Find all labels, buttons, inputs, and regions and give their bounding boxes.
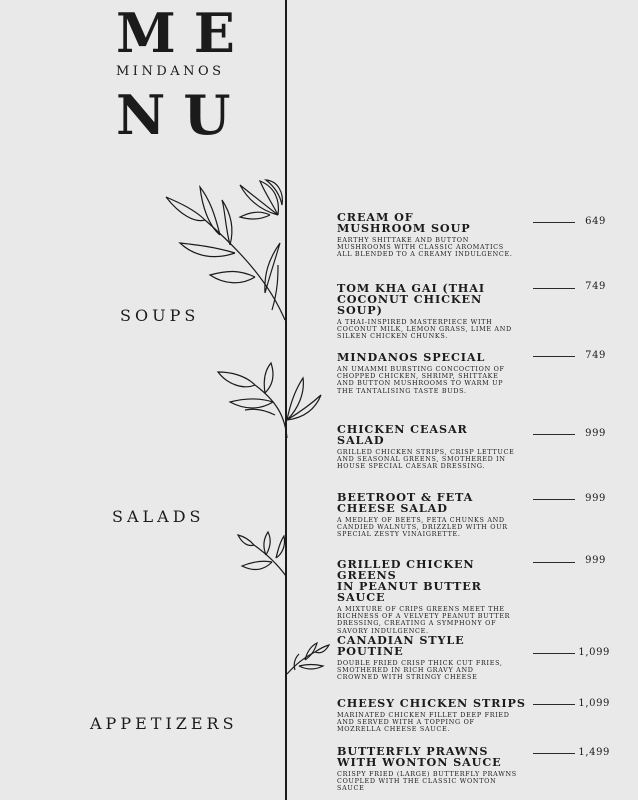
section-label-salads: SALADS <box>112 507 205 526</box>
item-name: GRILLED CHICKEN GREENS IN PEANUT BUTTER SAUCE <box>337 557 482 604</box>
menu-item <box>337 746 527 793</box>
item-price: 749 <box>585 350 606 361</box>
item-name: MINDANOS SPECIAL <box>337 350 486 364</box>
item-description: CRISPY FRIED (LARGE) BUTTERFLY PRAWNS COUPLED WITH THE CLASSIC WONTON SAUCE <box>337 770 517 793</box>
item-description: MARINATED CHICKEN FILLET DEEP FRIED AND SERVED WITH A TOPPING OF MOZRELLA CHEESE SAUCE. <box>337 711 510 734</box>
leaf-branch-large-icon <box>160 175 290 325</box>
menu-title-line1: ME <box>116 1 253 65</box>
menu-item <box>337 635 527 682</box>
menu-item <box>337 283 527 341</box>
section-label-appetizers: APPETIZERS <box>90 714 238 733</box>
item-name: TOM KHA GAI (THAI COCONUT CHICKEN SOUP) <box>337 281 485 317</box>
item-name: CREAM OF MUSHROOM SOUP <box>337 210 471 235</box>
menu-item <box>337 698 527 734</box>
leaf-sprig-small-icon <box>236 530 290 580</box>
item-name: CHICKEN CEASAR SALAD <box>337 422 468 447</box>
menu-item <box>337 492 527 539</box>
item-description: AN UMAMMI BURSTING CONCOCTION OF CHOPPED CHICKEN, SHRIMP, SHITTAKE AND BUTTON MUSHROOMS TO WARM UP THE TANTALISING TASTE BUDS. <box>337 365 505 395</box>
item-description: DOUBLE FRIED CRISP THICK CUT FRIES, SMOTHERED IN RICH GRAVY AND CROWNED WITH STRINGY CHEESE <box>337 659 503 682</box>
item-description: A MEDLEY OF BEETS, FETA CHUNKS AND CANDIED WALNUTS, DRIZZLED WITH OUR SPECIAL ZESTY VINAIGRETTE. <box>337 516 508 539</box>
leaf-branch-middle-icon <box>215 360 325 440</box>
item-price: 1,099 <box>578 647 610 658</box>
item-price: 999 <box>585 555 606 566</box>
item-name: BEETROOT & FETA CHEESE SALAD <box>337 490 474 515</box>
item-description: A MIXTURE OF CRIPS GREENS MEET THE RICHNESS OF A VELVETY PEANUT BUTTER DRESSING, CREATING A SYMPHONY OF SAVORY INDULGENCE. <box>337 605 511 635</box>
item-price: 999 <box>585 428 606 439</box>
item-price: 649 <box>585 216 606 227</box>
menu-title-line2: NU <box>116 83 249 147</box>
item-price: 749 <box>585 281 606 292</box>
menu-item <box>337 352 527 395</box>
item-name: CHEESY CHICKEN STRIPS <box>337 696 526 710</box>
leaf-sprig-tiny-icon <box>285 640 330 676</box>
menu-item <box>337 559 527 635</box>
item-name: BUTTERFLY PRAWNS WITH WONTON SAUCE <box>337 744 502 769</box>
item-description: GRILLED CHICKEN STRIPS, CRISP LETTUCE AND SEASONAL GREENS, SMOTHERED IN HOUSE SPECIAL CAESAR DRESSING. <box>337 448 515 471</box>
menu-item <box>337 212 527 259</box>
item-price: 1,099 <box>578 698 610 709</box>
item-description: EARTHY SHITTAKE AND BUTTON MUSHROOMS WITH CLASSIC AROMATICS ALL BLENDED TO A CREAMY INDULGENCE. <box>337 236 513 259</box>
item-price: 1,499 <box>578 747 610 758</box>
item-name: CANADIAN STYLE POUTINE <box>337 633 465 658</box>
section-label-soups: SOUPS <box>120 306 200 325</box>
restaurant-name: MINDANOS <box>116 64 225 79</box>
menu-item <box>337 424 527 471</box>
item-price: 999 <box>585 493 606 504</box>
item-description: A THAI-INSPIRED MASTERPIECE WITH COCONUT MILK, LEMON GRASS, LIME AND SILKEN CHICKEN CHUNKS. <box>337 318 512 341</box>
